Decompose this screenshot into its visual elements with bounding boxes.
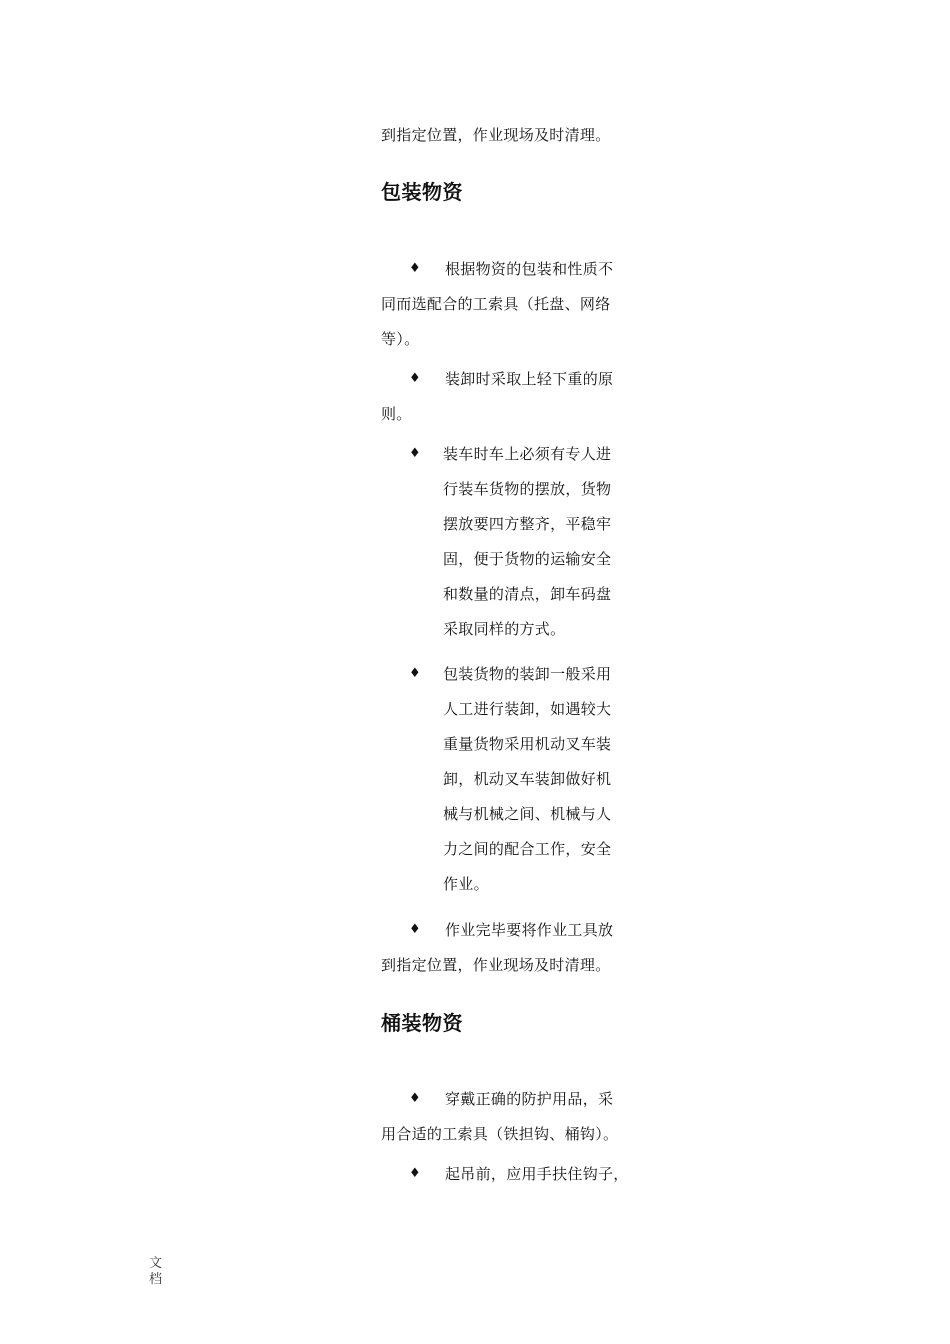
- bullet-diamond-icon: ♦: [409, 261, 421, 276]
- bullet-diamond-icon: ♦: [409, 1166, 421, 1181]
- list-item-line: 包装货物的装卸一般采用: [443, 665, 612, 683]
- list-item-line: 作业。: [443, 875, 489, 893]
- bullet-diamond-icon: ♦: [409, 922, 421, 937]
- paragraph-continuation: 到指定位置，作业现场及时清理。: [381, 126, 611, 144]
- bullet-diamond-icon: ♦: [409, 1091, 421, 1106]
- list-item-line: 同而选配合的工索具（托盘、网络: [381, 295, 611, 313]
- list-item-line: 采取同样的方式。: [443, 620, 566, 638]
- list-item-line: 穿戴正确的防护用品，采: [445, 1090, 614, 1108]
- list-item-line: 装卸时采取上轻下重的原: [445, 370, 614, 388]
- list-item-line: 到指定位置，作业现场及时清理。: [381, 956, 611, 974]
- list-item-line: 根据物资的包装和性质不: [445, 260, 614, 278]
- list-item-line: 摆放要四方整齐，平稳牢: [443, 515, 612, 533]
- list-item-line: 械与机械之间、机械与人: [443, 805, 612, 823]
- section-heading-packaged-goods: 包装物资: [381, 180, 463, 204]
- list-item-line: 人工进行装卸，如遇较大: [443, 700, 612, 718]
- footer-document-label: 文档: [149, 1256, 163, 1287]
- list-item-line: 用合适的工索具（铁担钩、桶钩）。: [381, 1125, 619, 1143]
- list-item-line: 则。: [381, 405, 412, 423]
- list-item-line: 装车时车上必须有专人进: [443, 445, 612, 463]
- list-item-line: 重量货物采用机动叉车装: [443, 735, 612, 753]
- bullet-diamond-icon: ♦: [409, 371, 421, 386]
- list-item-line: 行装车货物的摆放，货物: [443, 480, 612, 498]
- bullet-diamond-icon: ♦: [409, 446, 421, 461]
- list-item-line: 和数量的清点，卸车码盘: [443, 585, 612, 603]
- section-heading-barrel-goods: 桶装物资: [381, 1011, 463, 1035]
- list-item-line: 固，便于货物的运输安全: [443, 550, 612, 568]
- list-item-line: 作业完毕要将作业工具放: [445, 921, 614, 939]
- bullet-diamond-icon: ♦: [409, 666, 421, 681]
- list-item-line: 等）。: [381, 330, 420, 348]
- list-item-line: 力之间的配合工作，安全: [443, 840, 612, 858]
- list-item-line: 起吊前，应用手扶住钩子，: [445, 1165, 629, 1183]
- list-item-line: 卸，机动叉车装卸做好机: [443, 770, 612, 788]
